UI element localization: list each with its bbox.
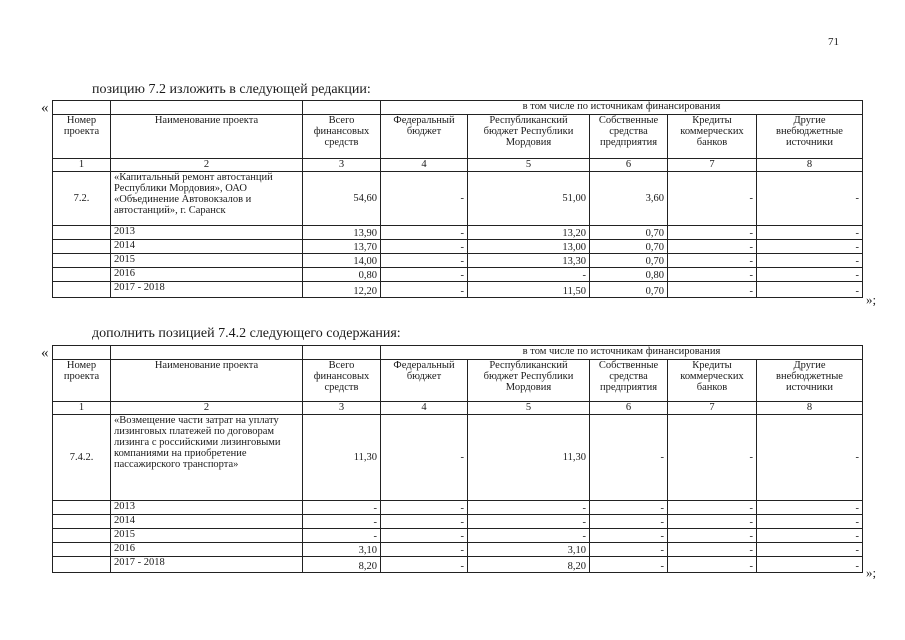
other-value: - [757,543,863,557]
col-index: 3 [303,402,381,415]
year-label: 2014 [111,515,303,529]
year-row [53,543,863,557]
federal-value: - [381,282,468,298]
section2-close-quote: »; [866,565,877,580]
credit-value: - [668,415,757,501]
credit-value: - [668,172,757,226]
total-value: 14,00 [303,254,381,268]
total-value: 13,90 [303,226,381,240]
column-index-row [53,402,863,415]
total-value: 3,10 [303,543,381,557]
other-value: - [757,172,863,226]
col-header-own: Собственные средства предприятия [590,360,668,402]
year-row [53,515,863,529]
group-header-row [53,101,863,115]
year-label: 2016 [111,268,303,282]
federal-value: - [381,172,468,226]
own-value: - [590,557,668,573]
republic-value: 13,30 [468,254,590,268]
other-value: - [757,529,863,543]
year-row [53,226,863,240]
own-value: 3,60 [590,172,668,226]
republic-value: - [468,529,590,543]
col-header-number: Номер проекта [53,115,111,159]
other-value: - [757,501,863,515]
col-header-name: Наименование проекта [111,115,303,159]
section1-table [52,100,863,298]
section2-table [52,345,863,573]
col-index: 1 [53,402,111,415]
federal-value: - [381,501,468,515]
group-header: в том числе по источникам финансирования [381,101,863,115]
year-row [53,240,863,254]
credit-value: - [668,282,757,298]
own-value: 0,80 [590,268,668,282]
republic-value: 13,00 [468,240,590,254]
col-index: 4 [381,402,468,415]
credit-value: - [668,226,757,240]
other-value: - [757,557,863,573]
col-header-credit: Кредиты коммерческих банков [668,360,757,402]
other-value: - [757,268,863,282]
other-value: - [757,254,863,268]
total-value: 54,60 [303,172,381,226]
republic-value: - [468,268,590,282]
column-header-row [53,115,863,159]
col-header-name: Наименование проекта [111,360,303,402]
federal-value: - [381,515,468,529]
col-header-republic: Республиканский бюджет Республики Мордовия [468,360,590,402]
col-header-other: Другие внебюджетные источники [757,115,863,159]
project-number: 7.2. [53,172,111,226]
group-header: в том числе по источникам финансирования [381,346,863,360]
own-value: - [590,415,668,501]
other-value: - [757,415,863,501]
col-index: 6 [590,402,668,415]
project-row [53,415,863,501]
total-value: - [303,515,381,529]
column-index-row [53,159,863,172]
section1-open-quote: « [41,100,49,116]
project-number: 7.4.2. [53,415,111,501]
project-name: «Капитальный ремонт автостанций Республики Мордовия», ОАО «Объединение Автовокзалов и автостанций», г. Саранск [111,172,303,226]
own-value: 0,70 [590,240,668,254]
year-label: 2017 - 2018 [111,282,303,298]
project-row [53,172,863,226]
federal-value: - [381,268,468,282]
other-value: - [757,282,863,298]
credit-value: - [668,543,757,557]
federal-value: - [381,254,468,268]
col-index: 4 [381,159,468,172]
federal-value: - [381,415,468,501]
col-header-federal: Федеральный бюджет [381,360,468,402]
republic-value: 8,20 [468,557,590,573]
other-value: - [757,240,863,254]
own-value: - [590,529,668,543]
own-value: 0,70 [590,282,668,298]
year-label: 2016 [111,543,303,557]
col-header-total: Всего финансовых средств [303,360,381,402]
federal-value: - [381,543,468,557]
col-index: 8 [757,159,863,172]
group-header-row [53,346,863,360]
col-header-number: Номер проекта [53,360,111,402]
year-row [53,529,863,543]
other-value: - [757,515,863,529]
credit-value: - [668,268,757,282]
page-number: 71 [828,36,839,48]
col-index: 6 [590,159,668,172]
col-index: 2 [111,402,303,415]
total-value: 13,70 [303,240,381,254]
republic-value: 3,10 [468,543,590,557]
year-row [53,268,863,282]
section1-close-quote: »; [866,292,877,307]
republic-value: 13,20 [468,226,590,240]
col-index: 7 [668,402,757,415]
col-index: 5 [468,159,590,172]
year-label: 2013 [111,226,303,240]
year-label: 2013 [111,501,303,515]
col-header-credit: Кредиты коммерческих банков [668,115,757,159]
own-value: - [590,501,668,515]
section2-open-quote: « [41,345,49,361]
own-value: - [590,515,668,529]
federal-value: - [381,240,468,254]
col-header-federal: Федеральный бюджет [381,115,468,159]
federal-value: - [381,529,468,543]
col-index: 7 [668,159,757,172]
federal-value: - [381,557,468,573]
other-value: - [757,226,863,240]
year-label: 2015 [111,529,303,543]
column-header-row [53,360,863,402]
republic-value: 11,30 [468,415,590,501]
col-header-own: Собственные средства предприятия [590,115,668,159]
col-header-total: Всего финансовых средств [303,115,381,159]
republic-value: - [468,501,590,515]
total-value: - [303,501,381,515]
year-label: 2015 [111,254,303,268]
col-header-republic: Республиканский бюджет Республики Мордовия [468,115,590,159]
col-header-other: Другие внебюджетные источники [757,360,863,402]
total-value: 12,20 [303,282,381,298]
project-name: «Возмещение части затрат на уплату лизинговых платежей по договорам лизинга с российскими лизинговыми компаниями на приобретение пассажирского транспорта» [111,415,303,501]
year-label: 2014 [111,240,303,254]
republic-value: - [468,515,590,529]
own-value: - [590,543,668,557]
col-index: 2 [111,159,303,172]
credit-value: - [668,557,757,573]
republic-value: 51,00 [468,172,590,226]
credit-value: - [668,254,757,268]
total-value: 11,30 [303,415,381,501]
own-value: 0,70 [590,254,668,268]
credit-value: - [668,501,757,515]
col-index: 3 [303,159,381,172]
total-value: - [303,529,381,543]
year-row [53,557,863,573]
credit-value: - [668,529,757,543]
year-row [53,254,863,268]
credit-value: - [668,515,757,529]
section1-heading: позицию 7.2 изложить в следующей редакции: [92,82,371,97]
year-row [53,282,863,298]
total-value: 8,20 [303,557,381,573]
year-row [53,501,863,515]
federal-value: - [381,226,468,240]
year-label: 2017 - 2018 [111,557,303,573]
section2-heading: дополнить позицией 7.4.2 следующего содержания: [92,326,401,341]
col-index: 1 [53,159,111,172]
own-value: 0,70 [590,226,668,240]
total-value: 0,80 [303,268,381,282]
col-index: 8 [757,402,863,415]
credit-value: - [668,240,757,254]
col-index: 5 [468,402,590,415]
republic-value: 11,50 [468,282,590,298]
